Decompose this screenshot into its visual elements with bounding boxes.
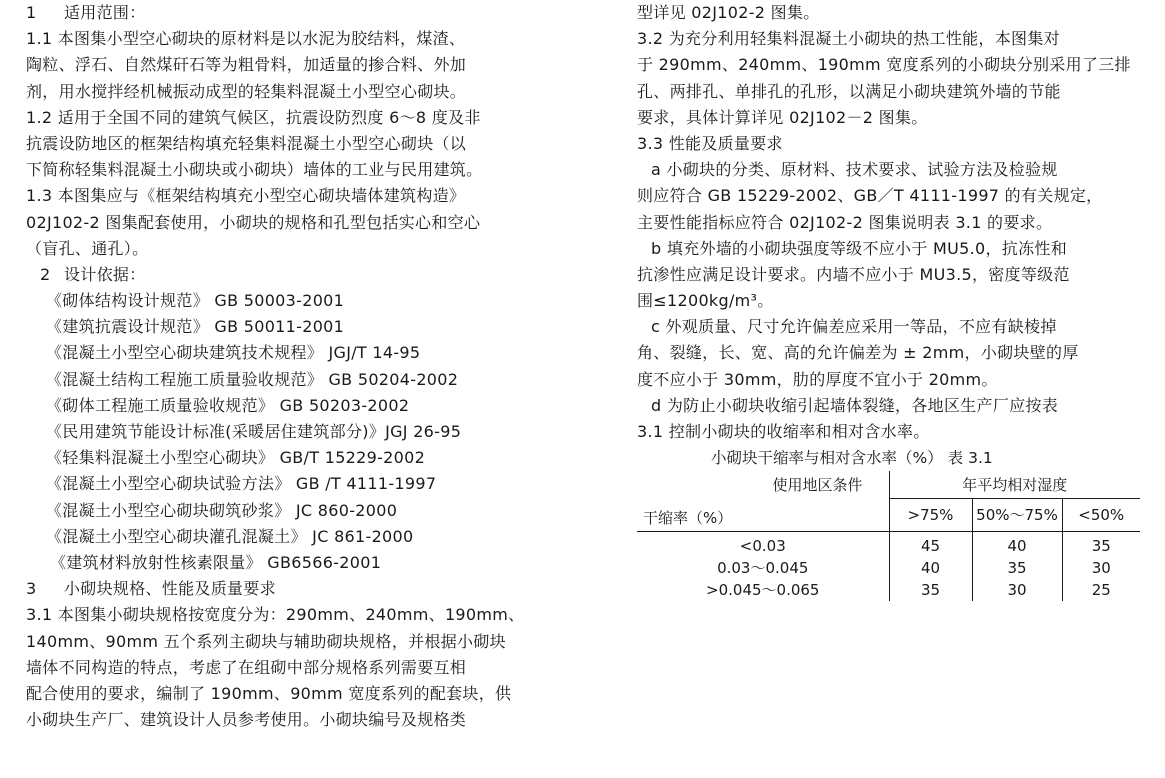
- paragraph-line: 陶粒、浮石、自然煤矸石等为粗骨料，加适量的掺合料、外加: [26, 55, 467, 75]
- paragraph-line: 要求，具体计算详见 02J102－2 图集。: [637, 107, 928, 127]
- table-row: [637, 579, 1140, 601]
- standard-reference: 《混凝土小型空心砌块砌筑砂浆》 JC 860-2000: [46, 500, 398, 520]
- section-2-heading: 2 设计依据：: [26, 262, 574, 288]
- paragraph-line: 140mm、90mm 五个系列主砌块与辅助砌块规格，并根据小砌块: [26, 631, 506, 651]
- paragraph-line: 剂，用水搅拌经机械振动成型的轻集料混凝土小型空心砌块。: [26, 81, 467, 101]
- paragraph-line: 围≤1200kg/m³。: [637, 291, 774, 311]
- paragraph-line: 抗渗性应满足设计要求。内墙不应小于 MU3.5，密度等级范: [637, 264, 1070, 284]
- section-3-heading: 3 小砌块规格、性能及质量要求: [26, 576, 574, 602]
- table-cell: 40: [972, 531, 1062, 557]
- paragraph-line: 3.2 为充分利用轻集料混凝土小砌块的热工性能，本图集对: [637, 29, 1060, 49]
- standard-reference: 《混凝土小型空心砌块灌孔混凝土》 JC 861-2000: [46, 526, 414, 546]
- paragraph-line: 3.1 本图集小砌块规格按宽度分为：290mm、240mm、190mm、: [26, 605, 525, 625]
- paragraph-line: 主要性能指标应符合 02J102-2 图集说明表 3.1 的要求。: [637, 212, 1053, 232]
- section-number: 1: [26, 3, 37, 22]
- paragraph-line: 孔、两排孔、单排孔的孔形，以满足小砌块建筑外墙的节能: [637, 81, 1061, 101]
- table-row: [637, 531, 1140, 557]
- standard-reference: 《混凝土小型空心砌块试验方法》 GB /T 4111-1997: [46, 474, 437, 494]
- paragraph-line: 小砌块生产厂、建筑设计人员参考使用。小砌块编号及规格类: [26, 710, 467, 730]
- humidity-column-header: 50%～75%: [972, 499, 1062, 532]
- paragraph-line: 则应符合 GB 15229-2002、GB／T 4111-1997 的有关规定，: [637, 186, 1103, 206]
- paragraph-line: 02J102-2 图集配套使用，小砌块的规格和孔型包括实心和空心: [26, 212, 481, 232]
- standard-reference: 《民用建筑节能设计标准(采暖居住建筑部分)》JGJ 26-95: [46, 422, 462, 441]
- header-rate: 干缩率（%）: [637, 499, 889, 532]
- humidity-column-header: >75%: [889, 499, 972, 532]
- standard-reference: 《混凝土小型空心砌块建筑技术规程》 JGJ/T 14-95: [46, 343, 421, 363]
- paragraph-line: 抗震设防地区的框架结构填充轻集料混凝土小型空心砌块（以: [26, 133, 467, 153]
- section-number: 3: [26, 579, 37, 599]
- standard-reference: 《砌体工程施工质量验收规范》 GB 50203-2002: [46, 395, 410, 415]
- header-humidity: 年平均相对湿度: [889, 471, 1140, 499]
- standard-reference: 《轻集料混凝土小型空心砌块》 GB/T 15229-2002: [46, 448, 426, 468]
- paragraph-line: c 外观质量、尺寸允许偏差应采用一等品，不应有缺棱掉: [651, 317, 1057, 337]
- table-cell: 35: [889, 579, 972, 601]
- row-label: >0.045～0.065: [637, 579, 889, 601]
- row-label: 0.03～0.045: [637, 557, 889, 579]
- standard-reference: 《建筑抗震设计规范》 GB 50011-2001: [46, 317, 345, 337]
- paragraph-line: 下简称轻集料混凝土小砌块或小砌块）墙体的工业与民用建筑。: [26, 160, 483, 180]
- standard-reference: 《混凝土结构工程施工质量验收规范》 GB 50204-2002: [46, 369, 459, 389]
- paragraph-line: 3.1 控制小砌块的收缩率和相对含水率。: [637, 422, 930, 441]
- table-cell: 35: [972, 557, 1062, 579]
- table-row: [637, 557, 1140, 579]
- paragraph-line: 墙体不同构造的特点，考虑了在组砌中部分规格系列需要互相: [26, 657, 467, 677]
- table-cell: 25: [1091, 580, 1111, 599]
- right-column: [637, 0, 1152, 601]
- shrinkage-table: [637, 471, 1140, 601]
- section-1-heading: 1 适用范围：: [26, 0, 574, 26]
- humidity-column-header: <50%: [1062, 499, 1140, 532]
- paragraph-line: 于 290mm、240mm、190mm 宽度系列的小砌块分别采用了三排: [637, 55, 1131, 75]
- paragraph-line: 型详见 02J102-2 图集。: [637, 3, 820, 22]
- table-cell: 30: [1091, 558, 1111, 577]
- left-column: [26, 0, 574, 733]
- paragraph-line: b 填充外墙的小砌块强度等级不应小于 MU5.0，抗冻性和: [651, 238, 1067, 258]
- paragraph-line: a 小砌块的分类、原材料、技术要求、试验方法及检验规: [651, 160, 1058, 180]
- paragraph-line: 1.2 适用于全国不同的建筑气候区，抗震设防烈度 6～8 度及非: [26, 107, 481, 127]
- standard-reference: 《建筑材料放射性核素限量》 GB6566-2001: [50, 552, 382, 572]
- section-number: 2: [40, 264, 51, 284]
- paragraph-line: d 为防止小砌块收缩引起墙体裂缝，各地区生产厂应按表: [651, 395, 1059, 415]
- paragraph-line: 1.1 本图集小型空心砌块的原材料是以水泥为胶结料，煤渣、: [26, 29, 466, 49]
- header-condition: 使用地区条件: [637, 471, 889, 499]
- paragraph-line: 配合使用的要求，编制了 190mm、90mm 宽度系列的配套块，供: [26, 683, 512, 703]
- paragraph-line: 度不应小于 30mm，肋的厚度不宜小于 20mm。: [637, 369, 998, 389]
- table-caption: 小砌块干缩率与相对含水率（%） 表 3.1: [711, 449, 993, 468]
- table-cell: 35: [1091, 536, 1111, 555]
- standard-reference: 《砌体结构设计规范》 GB 50003-2001: [46, 291, 345, 311]
- table-cell: 30: [972, 579, 1062, 601]
- paragraph-line: 1.3 本图集应与《框架结构填充小型空心砌块墙体建筑构造》: [26, 186, 466, 206]
- subsection-heading: 3.3 性能及质量要求: [637, 133, 783, 153]
- table-cell: 45: [889, 531, 972, 557]
- paragraph-line: 角、裂缝，长、宽、高的允许偏差为 ± 2mm，小砌块壁的厚: [637, 343, 1079, 363]
- table-cell: 40: [889, 557, 972, 579]
- paragraph-line: （盲孔、通孔）。: [26, 238, 149, 258]
- row-label: <0.03: [637, 531, 889, 557]
